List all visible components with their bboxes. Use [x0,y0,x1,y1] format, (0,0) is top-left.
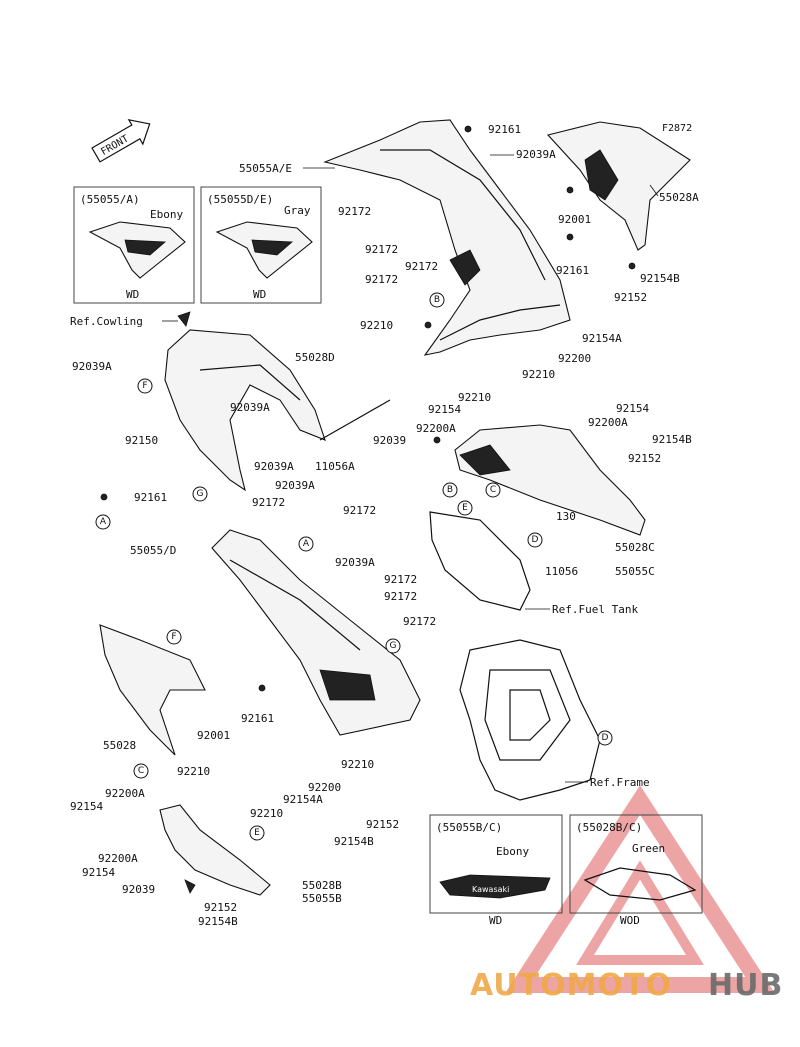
part-92200a: 92200A [98,852,138,865]
variant-color: Gray [284,204,311,217]
part-92039a: 92039A [72,360,112,373]
svg-text:A: A [99,517,107,527]
part-92039a: 92039A [275,479,315,492]
watermark-grey: HUB [708,968,784,1003]
front-arrow-label: FRONT [99,133,131,158]
part-92154b: 92154B [640,272,680,285]
svg-text:E: E [462,503,468,513]
watermark-orange: AUTOMOTO [470,968,672,1003]
lower-right-cowl [455,425,645,535]
part-92172: 92172 [365,243,399,256]
variant-code: (55055B/C) [436,821,503,834]
part-92210: 92210 [458,391,492,404]
part-92154b: 92154B [652,433,692,446]
part-92154a: 92154A [582,332,622,345]
part-92161: 92161 [241,712,275,725]
variant-finish: WD [126,288,140,301]
lower-left-panel [100,625,205,755]
part-92210: 92210 [522,368,556,381]
part-92210: 92210 [360,319,394,332]
part-92210: 92210 [177,765,211,778]
decal-text: Kawasaki [472,885,510,894]
part-11056: 11056 [545,565,579,578]
frame-ref-sketch [460,640,600,800]
part-92172: 92172 [384,590,418,603]
svg-text:D: D [601,733,609,743]
part-92154: 92154 [428,403,462,416]
part-92039a: 92039A [335,556,375,569]
variant-color: Ebony [150,208,184,221]
part-92172: 92172 [365,273,399,286]
svg-text:G: G [196,489,204,499]
part-92150: 92150 [125,434,159,447]
part-92210: 92210 [250,807,284,820]
svg-text:G: G [389,641,397,651]
part-92154: 92154 [616,402,650,415]
part-92152: 92152 [614,291,648,304]
part-92152: 92152 [628,452,662,465]
callout-55028b: 55028B [302,879,342,892]
part-92172: 92172 [403,615,437,628]
variant-box-55055bc [430,815,562,927]
svg-text:D: D [531,535,539,545]
svg-text:F: F [171,632,177,642]
callout-55055b: 55055B [302,892,342,905]
part-92161: 92161 [488,123,522,136]
variant-color: Ebony [496,845,530,858]
front-arrow-icon [89,112,157,167]
callout-55028a: 55028A [659,191,699,204]
svg-text:B: B [433,295,441,305]
variant-finish: WOD [620,914,640,927]
svg-text:F: F [142,381,148,391]
part-92154b: 92154B [334,835,374,848]
part-92154: 92154 [70,800,104,813]
part-130: 130 [556,510,576,523]
variant-code: (55055/A) [80,193,140,206]
figure-code: F2872 [662,123,693,134]
ref-cowling: Ref.Cowling [70,315,143,328]
svg-text:B: B [446,485,454,495]
part-92001: 92001 [197,729,231,742]
callout-55055d: 55055/D [130,544,177,557]
part-92039: 92039 [122,883,156,896]
watermark-text [470,968,783,1003]
callout-55055c: 55055C [615,565,655,578]
svg-text:E: E [254,828,260,838]
variant-box-55055a [74,187,194,303]
part-92200: 92200 [308,781,342,794]
part-92172: 92172 [338,205,372,218]
part-92200a: 92200A [105,787,145,800]
variant-finish: WD [253,288,267,301]
svg-text:C: C [137,766,145,776]
part-92154b: 92154B [198,915,238,928]
part-92200a: 92200A [416,422,456,435]
part-92172: 92172 [384,573,418,586]
part-92039: 92039 [373,434,407,447]
part-92152: 92152 [204,901,238,914]
part-92172: 92172 [252,496,286,509]
part-92039a: 92039A [516,148,556,161]
variant-box-55055de [201,187,321,303]
part-92210: 92210 [341,758,375,771]
part-92001: 92001 [558,213,592,226]
variant-code: (55055D/E) [207,193,274,206]
part-92154: 92154 [82,866,116,879]
part-92039a: 92039A [230,401,270,414]
front-right-panel [548,122,693,250]
callout-55028: 55028 [103,739,137,752]
ref-frame: Ref.Frame [590,776,650,789]
callout-55028d: 55028D [295,351,335,364]
main-left-cowl [212,530,420,735]
part-92172: 92172 [405,260,439,273]
part-92161: 92161 [556,264,590,277]
callout-55055ae: 55055A/E [239,162,292,175]
part-92172: 92172 [343,504,377,517]
part-92200a: 92200A [588,416,628,429]
variant-finish: WD [489,914,503,927]
ref-fuel-tank: Ref.Fuel Tank [552,603,639,616]
part-92154a: 92154A [283,793,323,806]
part-11056a: 11056A [315,460,355,473]
svg-text:C: C [489,485,497,495]
callout-55028c: 55028C [615,541,655,554]
part-92161: 92161 [134,491,168,504]
svg-text:A: A [302,539,310,549]
part-92152: 92152 [366,818,400,831]
part-92200: 92200 [558,352,592,365]
variant-code: (55028B/C) [576,821,643,834]
variant-color: Green [632,842,666,855]
part-92039a: 92039A [254,460,294,473]
